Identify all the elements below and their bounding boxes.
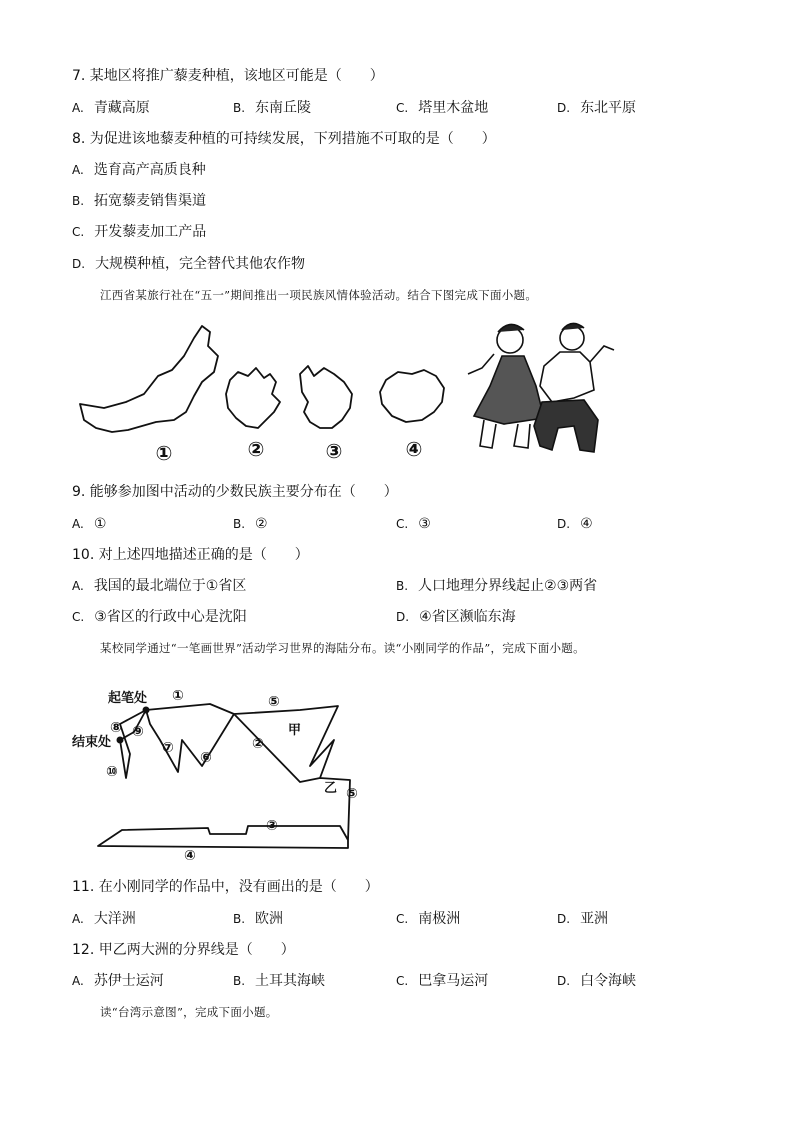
- q10-option-c[interactable]: C. ③省区的行政中心是沈阳: [72, 609, 247, 625]
- q8-stem: 8. 为促进该地藜麦种植的可持续发展，下列措施不可取的是（ ）: [72, 131, 496, 147]
- province-3-outline: [300, 366, 352, 428]
- q9-option-c[interactable]: C. ③: [396, 516, 431, 532]
- q8-option-c[interactable]: C. 开发藜麦加工产品: [72, 224, 207, 240]
- province-label-4: ④: [405, 437, 423, 461]
- continent-jia: 甲: [288, 723, 302, 738]
- q11-option-d[interactable]: D. 亚洲: [557, 911, 609, 927]
- figure-one-stroke-world: [70, 680, 370, 860]
- intro-text-1: 江西省某旅行社在“五一”期间推出一项民族风情体验活动。结合下图完成下面小题。: [100, 288, 538, 302]
- q9-option-a[interactable]: A. ①: [72, 516, 107, 532]
- stroke-num-3: ③: [266, 818, 278, 834]
- continent-yi: 乙: [324, 781, 338, 796]
- q7-option-c[interactable]: C. 塔里木盆地: [396, 100, 489, 116]
- end-label: 结束处: [72, 735, 112, 750]
- province-2-outline: [226, 368, 280, 428]
- q8-option-a[interactable]: A. 选育高产高质良种: [72, 162, 206, 178]
- stroke-num-2: ②: [252, 736, 264, 752]
- q12-stem: 12. 甲乙两大洲的分界线是（ ）: [72, 942, 295, 958]
- stroke-num-8: ⑧: [110, 720, 122, 736]
- stroke-num-7: ⑦: [162, 740, 174, 756]
- q7-stem: 7. 某地区将推广藜麦种植，该地区可能是（ ）: [72, 68, 384, 84]
- intro-text-2: 某校同学通过“一笔画世界”活动学习世界的海陆分布。读“小刚同学的作品”，完成下面小题。: [100, 641, 585, 655]
- province-4-outline: [380, 370, 444, 422]
- stroke-num-1: ①: [172, 688, 184, 704]
- q9-option-b[interactable]: B. ②: [233, 516, 268, 532]
- province-label-3: ③: [325, 439, 343, 463]
- figure-provinces: [74, 316, 634, 476]
- q12-option-b[interactable]: B. 土耳其海峡: [233, 973, 326, 989]
- province-1-outline: [80, 326, 218, 432]
- stroke-num-5-right: ⑤: [346, 786, 358, 802]
- q8-option-b[interactable]: B. 拓宽藜麦销售渠道: [72, 193, 207, 209]
- q11-stem: 11. 在小刚同学的作品中，没有画出的是（ ）: [72, 879, 379, 895]
- end-dot: [117, 737, 124, 744]
- start-dot: [143, 707, 150, 714]
- q9-option-d[interactable]: D. ④: [557, 516, 593, 532]
- q10-stem: 10. 对上述四地描述正确的是（ ）: [72, 547, 309, 563]
- intro-text-3: 读“台湾示意图”，完成下面小题。: [100, 1005, 278, 1019]
- province-label-2: ②: [247, 437, 265, 461]
- start-label: 起笔处: [108, 691, 148, 706]
- province-label-1: ①: [155, 441, 173, 465]
- q7-option-a[interactable]: A. 青藏高原: [72, 100, 150, 116]
- q11-option-b[interactable]: B. 欧洲: [233, 911, 284, 927]
- q12-option-c[interactable]: C. 巴拿马运河: [396, 973, 489, 989]
- stroke-num-5-top: ⑤: [268, 694, 280, 710]
- q10-option-d[interactable]: D. ④省区濒临东海: [396, 609, 516, 625]
- q12-option-a[interactable]: A. 苏伊士运河: [72, 973, 164, 989]
- q12-option-d[interactable]: D. 白令海峡: [557, 973, 637, 989]
- q11-option-a[interactable]: A. 大洋洲: [72, 911, 136, 927]
- q11-option-c[interactable]: C. 南极洲: [396, 911, 461, 927]
- q10-option-b[interactable]: B. 人口地理分界线起止②③两省: [396, 578, 598, 594]
- q9-stem: 9. 能够参加图中活动的少数民族主要分布在（ ）: [72, 484, 398, 500]
- stroke-num-10: ⑩: [106, 764, 118, 780]
- stroke-num-9: ⑨: [132, 724, 144, 740]
- stroke-num-6: ⑥: [200, 750, 212, 766]
- q7-option-b[interactable]: B. 东南丘陵: [233, 100, 312, 116]
- dancers-illustration: [468, 323, 614, 452]
- q7-option-d[interactable]: D. 东北平原: [557, 100, 637, 116]
- stroke-num-4: ④: [184, 848, 196, 860]
- q10-option-a[interactable]: A. 我国的最北端位于①省区: [72, 578, 247, 594]
- q8-option-d[interactable]: D. 大规模种植，完全替代其他农作物: [72, 256, 306, 272]
